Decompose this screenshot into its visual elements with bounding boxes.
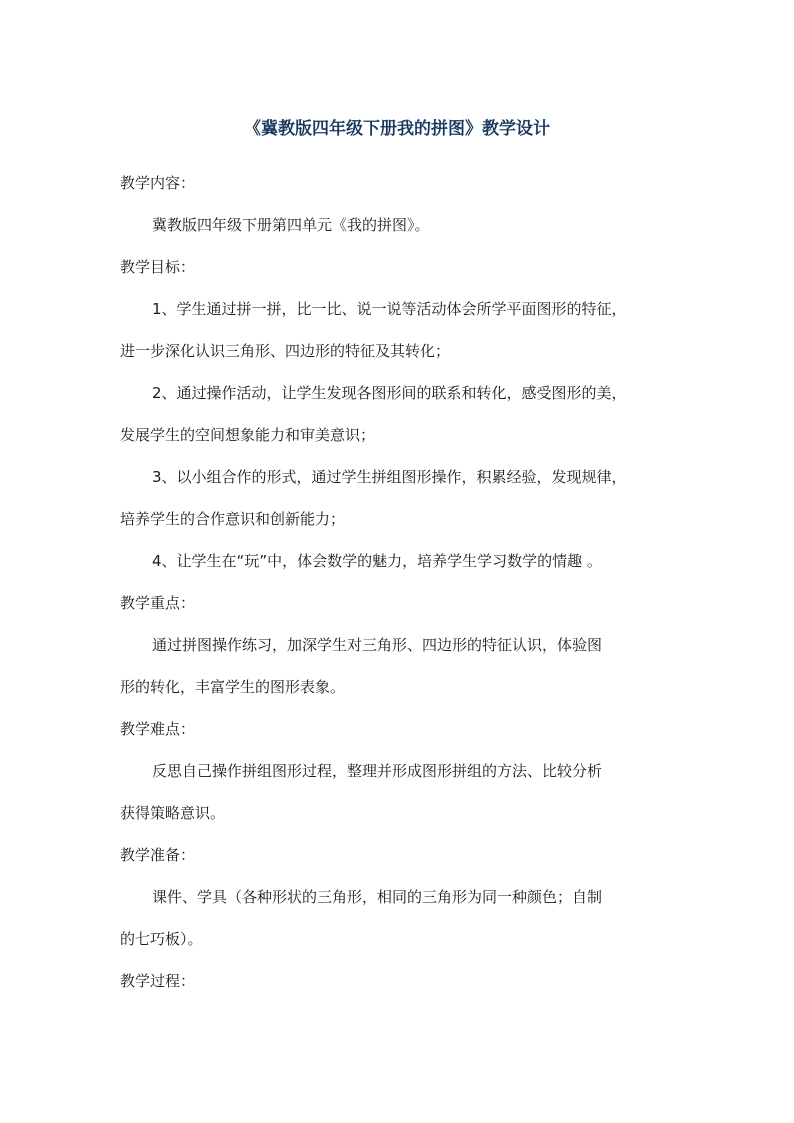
goal-item-4: 4、让学生在“玩”中，体会数学的魅力，培养学生学习数学的情趣 。 (152, 552, 602, 570)
section-heading-goals: 教学目标： (120, 258, 196, 276)
section-heading-difficulties: 教学难点： (120, 720, 196, 738)
section-heading-process: 教学过程： (120, 972, 196, 990)
document-title: 《冀教版四年级下册我的拼图》教学设计 (244, 119, 550, 139)
difficulties-text: 反思自己操作拼组图形过程，整理并形成图形拼组的方法、比较分析 (152, 762, 603, 780)
key-points-text-cont: 形的转化，丰富学生的图形表象。 (120, 678, 346, 696)
preparation-text: 课件、学具（各种形状的三角形，相同的三角形为同一种颜色；自制 (152, 888, 603, 906)
section-heading-content: 教学内容： (120, 174, 196, 192)
content-text: 冀教版四年级下册第四单元《我的拼图》。 (152, 216, 430, 234)
goal-item-2-cont: 发展学生的空间想象能力和审美意识； (120, 426, 376, 444)
goal-item-3: 3、以小组合作的形式，通过学生拼组图形操作，积累经验，发现规律， (152, 468, 627, 486)
goal-item-2: 2、通过操作活动，让学生发现各图形间的联系和转化，感受图形的美， (152, 384, 627, 402)
section-heading-preparation: 教学准备： (120, 846, 196, 864)
section-heading-key-points: 教学重点： (120, 594, 196, 612)
goal-item-1-cont: 进一步深化认识三角形、四边形的特征及其转化； (120, 342, 451, 360)
key-points-text: 通过拼图操作练习，加深学生对三角形、四边形的特征认识，体验图 (152, 636, 603, 654)
preparation-text-cont: 的七巧板）。 (120, 930, 203, 948)
goal-item-1: 1、学生通过拼一拼，比一比、说一说等活动体会所学平面图形的特征， (152, 300, 627, 318)
goal-item-3-cont: 培养学生的合作意识和创新能力； (120, 510, 346, 528)
difficulties-text-cont: 获得策略意识。 (120, 804, 226, 822)
